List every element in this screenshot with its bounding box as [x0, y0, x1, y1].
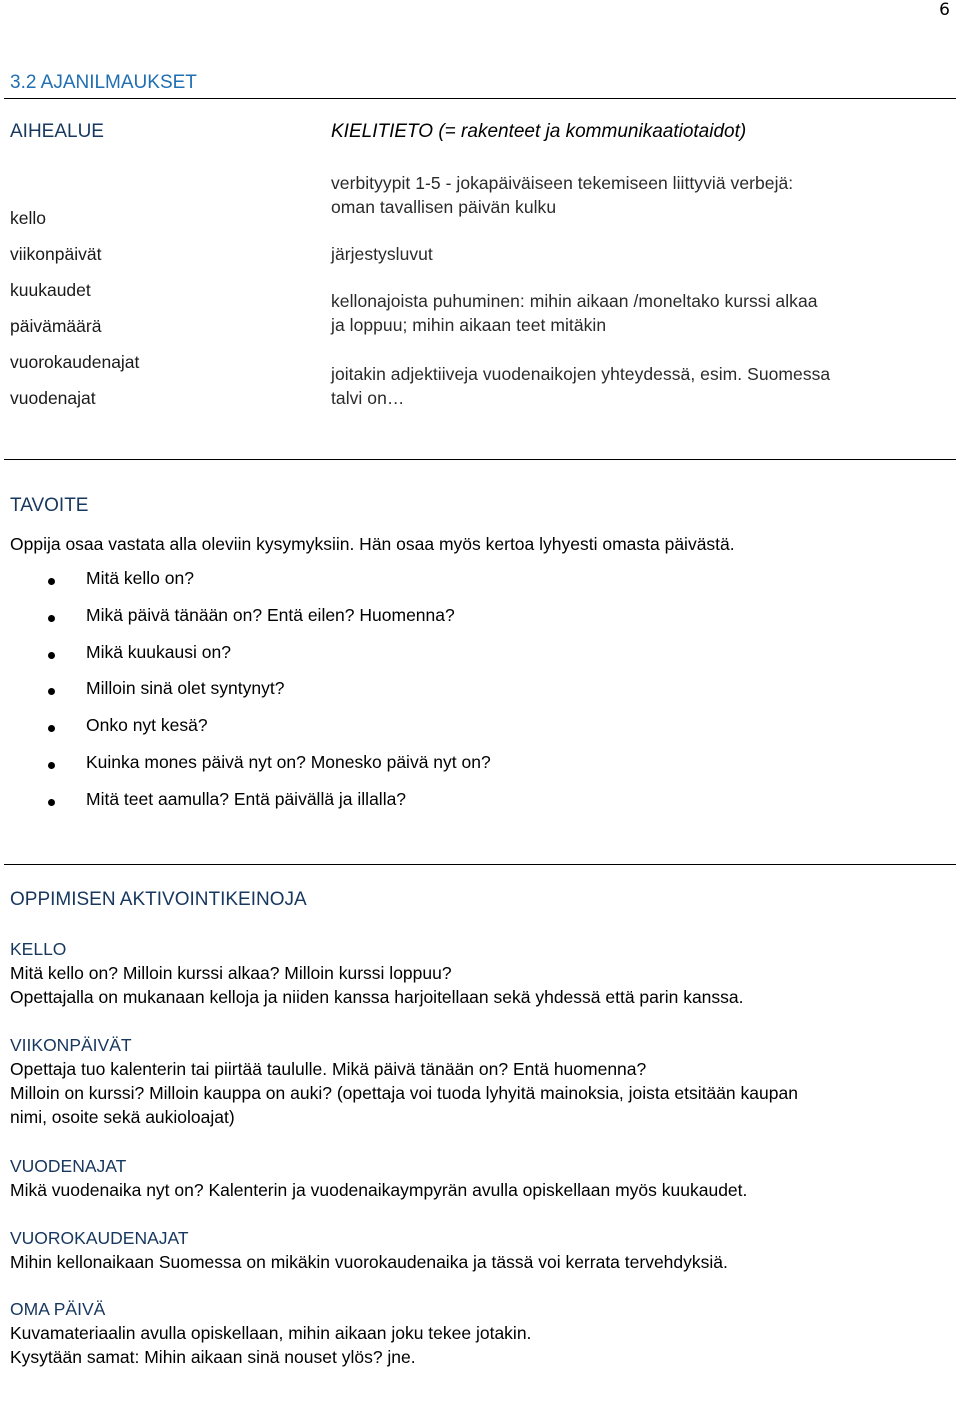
topic-item: vuorokaudenajat — [10, 352, 140, 372]
kello-line: Opettajalla on mukanaan kelloja ja niiden kanssa harjoitellaan sekä yhdessä että parin kanssa. — [10, 987, 744, 1007]
goal-intro: Oppija osaa vastata alla oleviin kysymyksiin. Hän osaa myös kertoa lyhyesti omasta päivästä. — [10, 534, 735, 554]
divider-goal — [4, 459, 956, 460]
topic-item: vuodenajat — [10, 388, 96, 408]
kello-title: KELLO — [10, 939, 67, 959]
viikonpaivat-title: VIIKONPÄIVÄT — [10, 1035, 132, 1055]
knowledge-line: talvi on… — [331, 388, 405, 408]
topic-item: päivämäärä — [10, 316, 102, 336]
topic-item: kuukaudet — [10, 280, 91, 300]
viikonpaivat-line: Milloin on kurssi? Milloin kauppa on auki? (opettaja voi tuoda lyhyitä mainoksia, joista etsitään kaupan — [10, 1083, 798, 1103]
page-number: 6 — [939, 0, 950, 20]
vuorokaudenajat-title: VUOROKAUDENAJAT — [10, 1228, 189, 1248]
vuodenajat-title: VUODENAJAT — [10, 1156, 127, 1176]
bullet-icon — [48, 688, 55, 695]
bullet-icon — [48, 578, 55, 585]
knowledge-line: ja loppuu; mihin aikaan teet mitäkin — [331, 315, 607, 335]
topic-item: viikonpäivät — [10, 244, 102, 264]
activities-title: OPPIMISEN AKTIVOINTIKEINOJA — [10, 889, 307, 910]
knowledge-line: joitakin adjektiiveja vuodenaikojen yhteydessä, esim. Suomessa — [331, 364, 831, 384]
oma-paiva-line: Kysytään samat: Mihin aikaan sinä nouset ylös? jne. — [10, 1347, 416, 1367]
oma-paiva-title: OMA PÄIVÄ — [10, 1299, 106, 1319]
col2-header: KIELITIETO (= rakenteet ja kommunikaatiotaidot) — [331, 121, 747, 142]
viikonpaivat-line: Opettaja tuo kalenterin tai piirtää taululle. Mikä päivä tänään on? Entä huomenna? — [10, 1059, 647, 1079]
bullet-icon — [48, 762, 55, 769]
knowledge-line: kellonajoista puhuminen: mihin aikaan /moneltako kurssi alkaa — [331, 291, 818, 311]
divider-activities — [4, 864, 956, 865]
vuorokaudenajat-line: Mihin kellonaikaan Suomessa on mikäkin vuorokaudenaika ja tässä voi kerrata tervehdyksiä. — [10, 1252, 728, 1272]
bullet-icon — [48, 652, 55, 659]
knowledge-line: verbityypit 1-5 - jokapäiväiseen tekemiseen liittyviä verbejä: — [331, 173, 794, 193]
topic-item: kello — [10, 208, 46, 228]
bullet-icon — [48, 725, 55, 732]
divider-top — [4, 98, 956, 99]
knowledge-line: oman tavallisen päivän kulku — [331, 197, 557, 217]
kello-line: Mitä kello on? Milloin kurssi alkaa? Milloin kurssi loppuu? — [10, 963, 452, 983]
bullet-icon — [48, 615, 55, 622]
knowledge-line: järjestysluvut — [331, 244, 433, 264]
col1-header: AIHEALUE — [10, 121, 104, 142]
bullet-icon — [48, 799, 55, 806]
oma-paiva-line: Kuvamateriaalin avulla opiskellaan, mihin aikaan joku tekee jotakin. — [10, 1323, 532, 1343]
goal-title: TAVOITE — [10, 495, 89, 516]
vuodenajat-line: Mikä vuodenaika nyt on? Kalenterin ja vuodenaikaympyrän avulla opiskellaan myös kuukaudet. — [10, 1180, 748, 1200]
section-title: 3.2 AJANILMAUKSET — [10, 72, 197, 93]
viikonpaivat-line: nimi, osoite sekä aukioloajat) — [10, 1107, 235, 1127]
